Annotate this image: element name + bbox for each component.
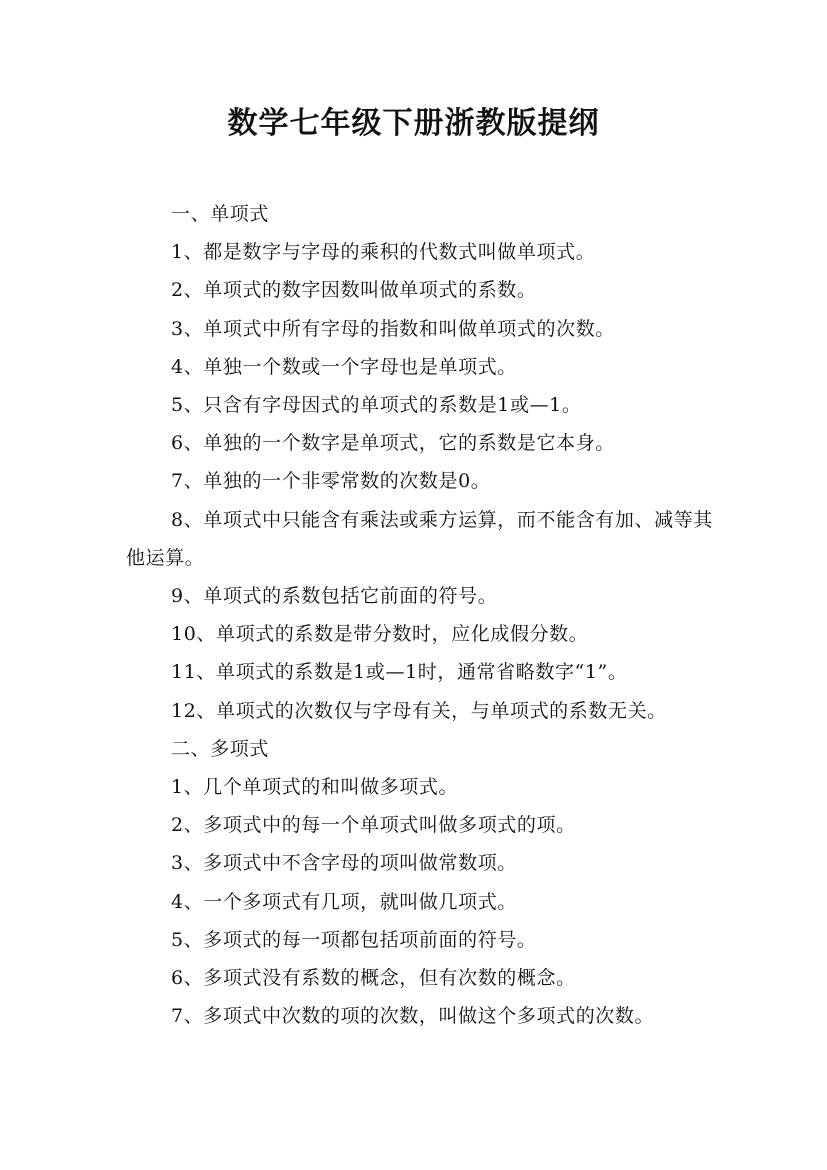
list-item: 9、单项式的系数包括它前面的符号。 bbox=[171, 585, 498, 608]
list-item: 12、单项式的次数仅与字母有关，与单项式的系数无关。 bbox=[171, 699, 667, 722]
list-item: 1、都是数字与字母的乘积的代数式叫做单项式。 bbox=[171, 241, 596, 264]
list-item: 3、多项式中不含字母的项叫做常数项。 bbox=[171, 852, 517, 875]
section-heading: 二、多项式 bbox=[171, 737, 270, 760]
section-heading: 一、单项式 bbox=[171, 203, 270, 225]
list-item: 2、多项式中的每一个单项式叫做多项式的项。 bbox=[171, 814, 576, 837]
list-item: 2、单项式的数字因数叫做单项式的系数。 bbox=[171, 279, 537, 302]
page-title: 数学七年级下册浙教版提纲 bbox=[227, 106, 600, 141]
list-item: 4、单独一个数或一个字母也是单项式。 bbox=[171, 355, 517, 378]
list-item: 10、单项式的系数是带分数时，应化成假分数。 bbox=[171, 623, 589, 646]
list-item: 7、多项式中次数的项的次数，叫做这个多项式的次数。 bbox=[171, 1005, 655, 1028]
list-item: 4、一个多项式有几项，就叫做几项式。 bbox=[171, 890, 517, 913]
list-item: 5、只含有字母因式的单项式的系数是1或—1。 bbox=[171, 394, 582, 417]
list-item: 5、多项式的每一项都包括项前面的符号。 bbox=[171, 928, 537, 951]
outline-content bbox=[126, 195, 726, 1035]
list-item: 3、单项式中所有字母的指数和叫做单项式的次数。 bbox=[171, 317, 615, 340]
list-item: 6、多项式没有系数的概念，但有次数的概念。 bbox=[171, 967, 576, 990]
list-item: 7、单独的一个非零常数的次数是0。 bbox=[171, 470, 491, 493]
list-item: 11、单项式的系数是1或—1时，通常省略数字“1”。 bbox=[171, 661, 628, 684]
list-item: 8、单项式中只能含有乘法或乘方运算，而不能含有加、减等其他运算。 bbox=[126, 508, 713, 569]
list-item: 6、单独的一个数字是单项式，它的系数是它本身。 bbox=[171, 432, 615, 455]
list-item: 1、几个单项式的和叫做多项式。 bbox=[171, 776, 459, 799]
